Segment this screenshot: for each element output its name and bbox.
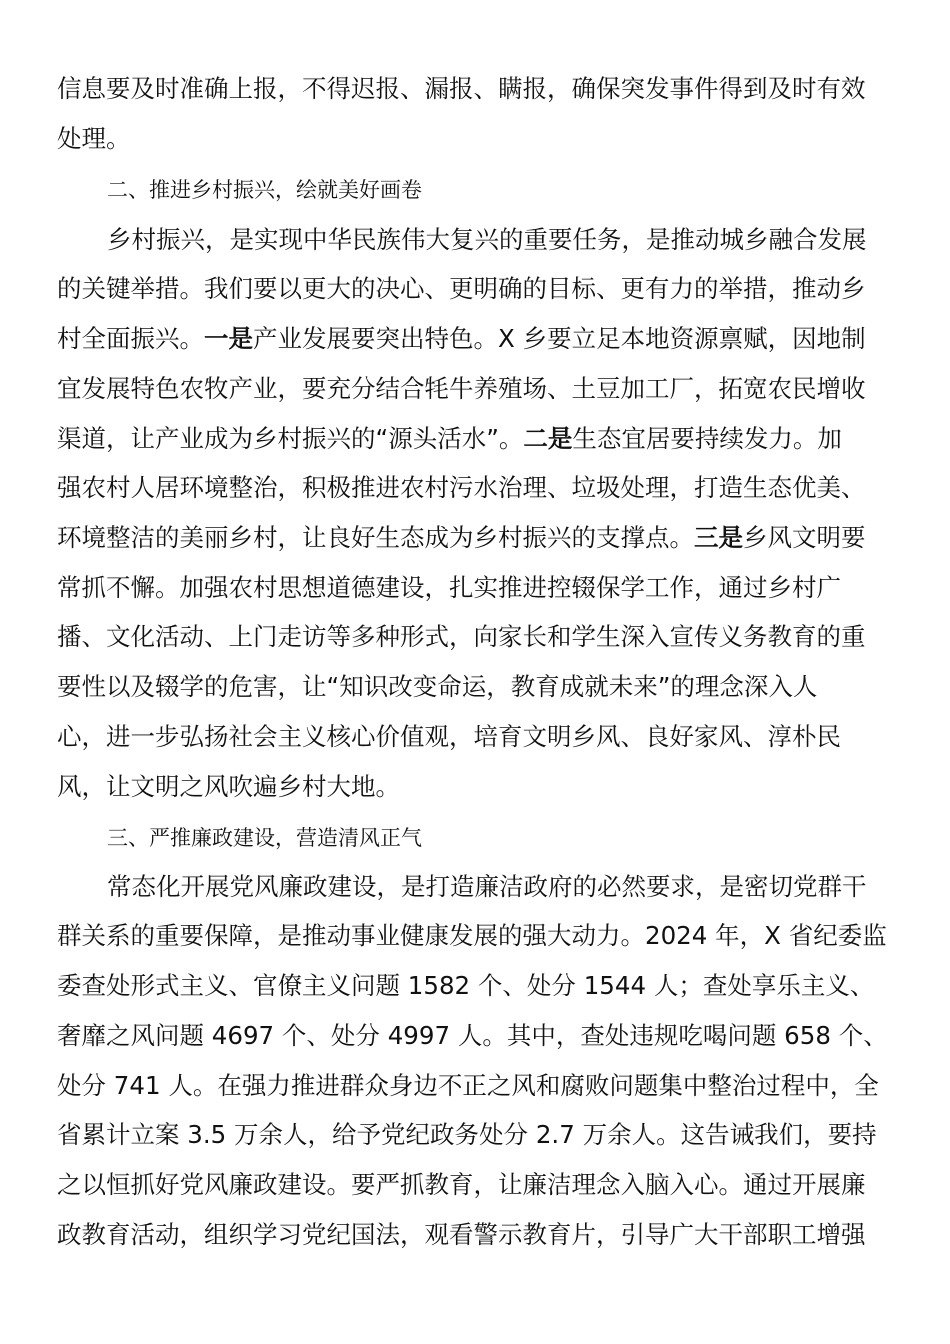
text-line: 风，让文明之风吹遍乡村大地。 [57,772,400,801]
text-line: 群关系的重要保障，是推动事业健康发展的强大动力。2024 年，X 省纪委监 [57,921,887,950]
bold-marker: 一是 [204,324,253,353]
text-span: 产业发展要突出特色。X 乡要立足本地资源禀赋，因地制 [253,324,866,353]
section-heading-3: 三、严推廉政建设，营造清风正气 [107,826,422,850]
text-span: 环境整洁的美丽乡村，让良好生态成为乡村振兴的支撑点。 [57,523,694,552]
text-span: 村全面振兴。 [57,324,204,353]
text-line: 的关键举措。我们要以更大的决心、更明确的目标、更有力的举措，推动乡 [57,274,866,303]
section-heading-2: 二、推进乡村振兴，绘就美好画卷 [107,178,422,202]
text-span: 渠道，让产业成为乡村振兴的“源头活水”。 [57,424,524,453]
text-line: 奢靡之风问题 4697 个、处分 4997 人。其中，查处违规吃喝问题 658 个、 [57,1021,888,1050]
text-line [57,423,842,455]
text-line: 信息要及时准确上报，不得迟报、漏报、瞒报，确保突发事件得到及时有效 [57,74,866,103]
text-line: 播、文化活动、上门走访等多种形式，向家长和学生深入宣传义务教育的重 [57,622,866,651]
bold-marker: 三是 [694,523,743,552]
text-line: 乡村振兴，是实现中华民族伟大复兴的重要任务，是推动城乡融合发展 [107,225,867,254]
text-line [57,323,866,355]
bold-marker: 二是 [523,424,573,453]
text-line: 常态化开展党风廉政建设，是打造廉洁政府的必然要求，是密切党群干 [107,872,867,901]
text-line: 处分 741 人。在强力推进群众身边不正之风和腐败问题集中整治过程中，全 [57,1071,879,1100]
text-span: 乡风文明要 [743,523,866,552]
text-line: 之以恒抓好党风廉政建设。要严抓教育，让廉洁理念入脑入心。通过开展廉 [57,1170,866,1199]
text-line [57,522,866,554]
text-line: 省累计立案 3.5 万余人，给予党纪政务处分 2.7 万余人。这告诫我们，要持 [57,1120,877,1149]
text-line: 常抓不懈。加强农村思想道德建设，扎实推进控辍保学工作，通过乡村广 [57,573,841,602]
text-line: 要性以及辍学的危害，让“知识改变命运，教育成就未来”的理念深入人 [57,672,818,701]
text-line: 心，进一步弘扬社会主义核心价值观，培育文明乡风、良好家风、淳朴民 [57,722,841,751]
text-line: 宜发展特色农牧产业，要充分结合牦牛养殖场、土豆加工厂，拓宽农民增收 [57,374,866,403]
text-line: 处理。 [57,124,131,153]
text-line: 强农村人居环境整治，积极推进农村污水治理、垃圾处理，打造生态优美、 [57,473,866,502]
text-span: 生态宜居要持续发力。加 [572,424,842,453]
text-line: 政教育活动，组织学习党纪国法，观看警示教育片，引导广大干部职工增强 [57,1220,866,1249]
text-line: 委查处形式主义、官僚主义问题 1582 个、处分 1544 人；查处享乐主义、 [57,971,875,1000]
